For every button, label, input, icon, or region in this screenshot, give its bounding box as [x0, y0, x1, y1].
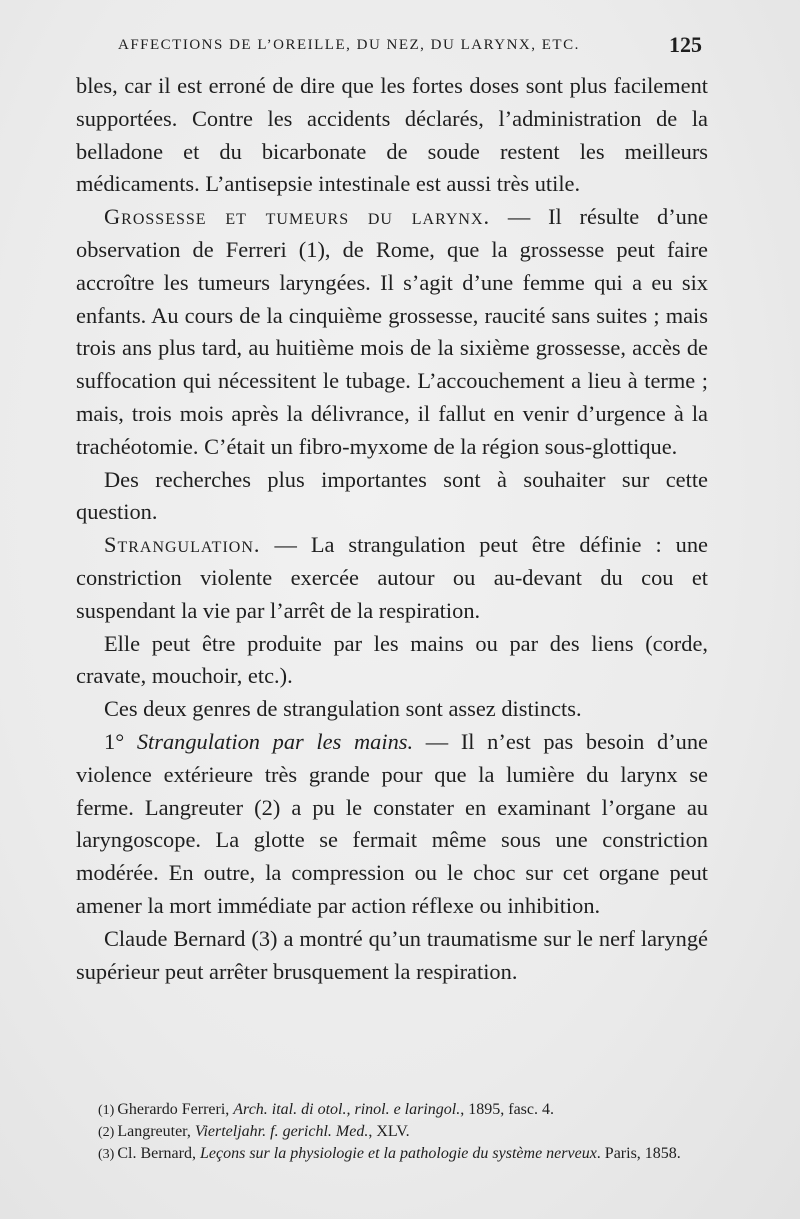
list-number: 1°: [104, 728, 137, 754]
paragraph-research: Des recherches plus importantes sont à souhaiter sur cette question.: [76, 466, 708, 525]
paragraph-text: — Il n’est pas besoin d’une violence extérieure très grande pour que la lumière du larynx se ferme. Langreuter (2) a pu le constater en examinant l’organe au laryngoscope. La glotte se fermait même sous une constriction modérée. En outre, la compression ou le choc sur cet organe peut amener la mort immédiate par action réflexe ou inhibition.: [76, 728, 708, 918]
footnote-title: Arch. ital. di otol., rinol. e laringol.: [233, 1101, 461, 1118]
footnotes: [98, 1099, 710, 1165]
paragraph-continued: bles, car il est erroné de dire que les fortes doses sont plus facilement supportées. Contre les accidents déclarés, l’administration de la belladone et du bicarbonate de soude restent les meilleurs médicaments. L’antisepsie intestinale est aussi très utile.: [76, 73, 708, 197]
footnote-marker: (2): [98, 1125, 115, 1140]
page-number: 125: [669, 32, 702, 57]
page-header: [118, 32, 702, 58]
section-heading-strangulation: Strangulation.: [104, 532, 261, 558]
footnote-rest: . Paris, 1858.: [596, 1145, 681, 1162]
main-text: [76, 70, 708, 988]
footnote-marker: (3): [98, 1147, 115, 1162]
footnote-rest: , XLV.: [368, 1123, 410, 1140]
paragraph-claude-bernard: Claude Bernard (3) a montré qu’un traumatisme sur le nerf laryngé supérieur peut arrêter brusquement la respiration.: [76, 925, 708, 984]
footnote-title: Vierteljahr. f. gerichl. Med.: [194, 1123, 369, 1140]
paragraph-pregnancy-tumors: [76, 201, 708, 463]
footnote-author: Cl. Bernard,: [117, 1145, 200, 1162]
paragraph-text: — La strangulation peut être définie : une constriction violente exercée autour ou au-devant du cou et suspendant la vie par l’arrêt de la respiration.: [76, 532, 708, 623]
paragraph-causes: Elle peut être produite par les mains ou par des liens (corde, cravate, mouchoir, etc.).: [76, 630, 708, 689]
footnote-title: Leçons sur la physiologie et la pathologie du système nerveux: [199, 1145, 597, 1162]
footnote-author: Gherardo Ferreri,: [117, 1101, 234, 1118]
paragraph-manual-strangulation: [76, 726, 708, 923]
paragraph-text: — Il résulte d’une observation de Ferreri (1), de Rome, que la grossesse peut faire accroître les tumeurs laryngées. Il s’agit d’une femme qui a eu six enfants. Au cours de la cinquième grossesse, raucité sans suites ; mais trois ans plus tard, au huitième mois de la sixième grossesse, accès de suffocation qui nécessitent le tubage. L’accouchement a lieu à terme ; mais, trois mois après la délivrance, il fallut en venir d’urgence à la trachéotomie. C’était un fibro-myxome de la région sous-glottique.: [76, 204, 709, 459]
paragraph-strangulation: [76, 529, 708, 627]
running-head: AFFECTIONS DE L’OREILLE, DU NEZ, DU LARYNX, ETC.: [118, 37, 580, 53]
footnote-2: [98, 1121, 710, 1143]
paragraph-genres: Ces deux genres de strangulation sont assez distincts.: [104, 696, 582, 722]
footnote-1: [98, 1099, 710, 1121]
footnote-3: [98, 1143, 710, 1165]
footnote-author: Langreuter,: [117, 1123, 195, 1140]
section-heading-pregnancy: Grossesse et tumeurs du larynx.: [104, 204, 491, 230]
footnote-rest: , 1895, fasc. 4.: [460, 1101, 555, 1118]
footnote-marker: (1): [98, 1103, 115, 1118]
subsection-heading: Strangulation par les mains.: [136, 728, 414, 754]
